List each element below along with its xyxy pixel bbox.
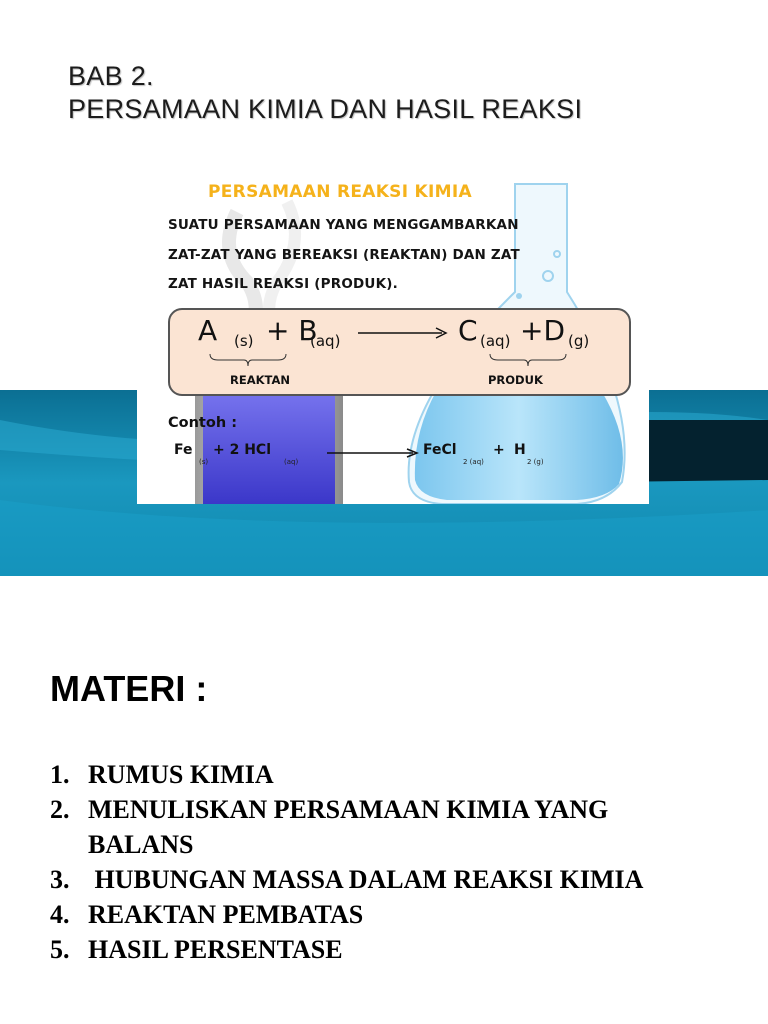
- list-item-number: 4.: [50, 900, 70, 929]
- list-item-text: MENULISKAN PERSAMAAN KIMIA YANG BALANS: [88, 795, 609, 859]
- list-item-number: 1.: [50, 760, 70, 789]
- example-label: Contoh :: [168, 415, 237, 431]
- list-item-text: HUBUNGAN MASSA DALAM REAKSI KIMIA: [88, 865, 644, 894]
- list-item: [50, 932, 750, 967]
- product-d-state: (g): [568, 332, 590, 350]
- example-fecl-subscript: 2 (aq): [463, 458, 484, 466]
- list-item: [50, 897, 750, 932]
- reactant-b-state: (aq): [310, 332, 341, 350]
- example-h-subscript: 2 (g): [527, 458, 544, 466]
- figure-heading: PERSAMAAN REAKSI KIMIA: [208, 182, 472, 202]
- example-h: H: [514, 442, 526, 458]
- product-label: PRODUK: [488, 373, 543, 387]
- reactant-b: + B: [266, 314, 318, 347]
- figure-description-line-2: ZAT-ZAT YANG BEREAKSI (REAKTAN) DAN ZAT: [168, 247, 520, 263]
- example-plus: +: [493, 442, 505, 458]
- list-item-text: HASIL PERSENTASE: [88, 935, 343, 964]
- product-d: +D: [520, 314, 566, 347]
- slide-title-line-1: BAB 2.: [68, 61, 154, 91]
- materi-heading: MATERI :: [50, 668, 208, 709]
- list-item: [50, 862, 750, 897]
- figure-description-line-1: SUATU PERSAMAAN YANG MENGGAMBARKAN: [168, 217, 519, 233]
- product-c-state: (aq): [480, 332, 511, 350]
- list-item: [50, 792, 750, 862]
- reactant-a: A: [198, 314, 218, 347]
- list-item: [50, 757, 750, 792]
- reactant-a-state: (s): [234, 332, 254, 350]
- reactant-brace: [208, 352, 288, 368]
- product-c: C: [458, 314, 478, 347]
- example-fecl: FeCl: [423, 442, 457, 458]
- list-item-number: 2.: [50, 795, 70, 824]
- example-hcl-state: (aq): [284, 458, 299, 466]
- list-item-number: 5.: [50, 935, 70, 964]
- reaction-figure: [137, 172, 649, 504]
- list-item-text: RUMUS KIMIA: [88, 760, 274, 789]
- list-item-text: REAKTAN PEMBATAS: [88, 900, 364, 929]
- list-item-number: 3.: [50, 865, 70, 894]
- slide-title: [68, 60, 748, 126]
- slide-title-line-2: PERSAMAAN KIMIA DAN HASIL REAKSI: [68, 94, 583, 124]
- general-equation-box: [168, 308, 631, 396]
- example-hcl: + 2 HCl: [213, 442, 272, 458]
- example-fe: Fe: [174, 442, 193, 458]
- product-brace: [488, 352, 568, 368]
- materi-list: [50, 757, 750, 967]
- figure-description-line-3: ZAT HASIL REAKSI (PRODUK).: [168, 276, 398, 292]
- example-fe-state: (s): [199, 458, 209, 466]
- reaction-arrow: [358, 326, 448, 340]
- example-arrow: [327, 447, 419, 459]
- reactant-label: REAKTAN: [230, 373, 290, 387]
